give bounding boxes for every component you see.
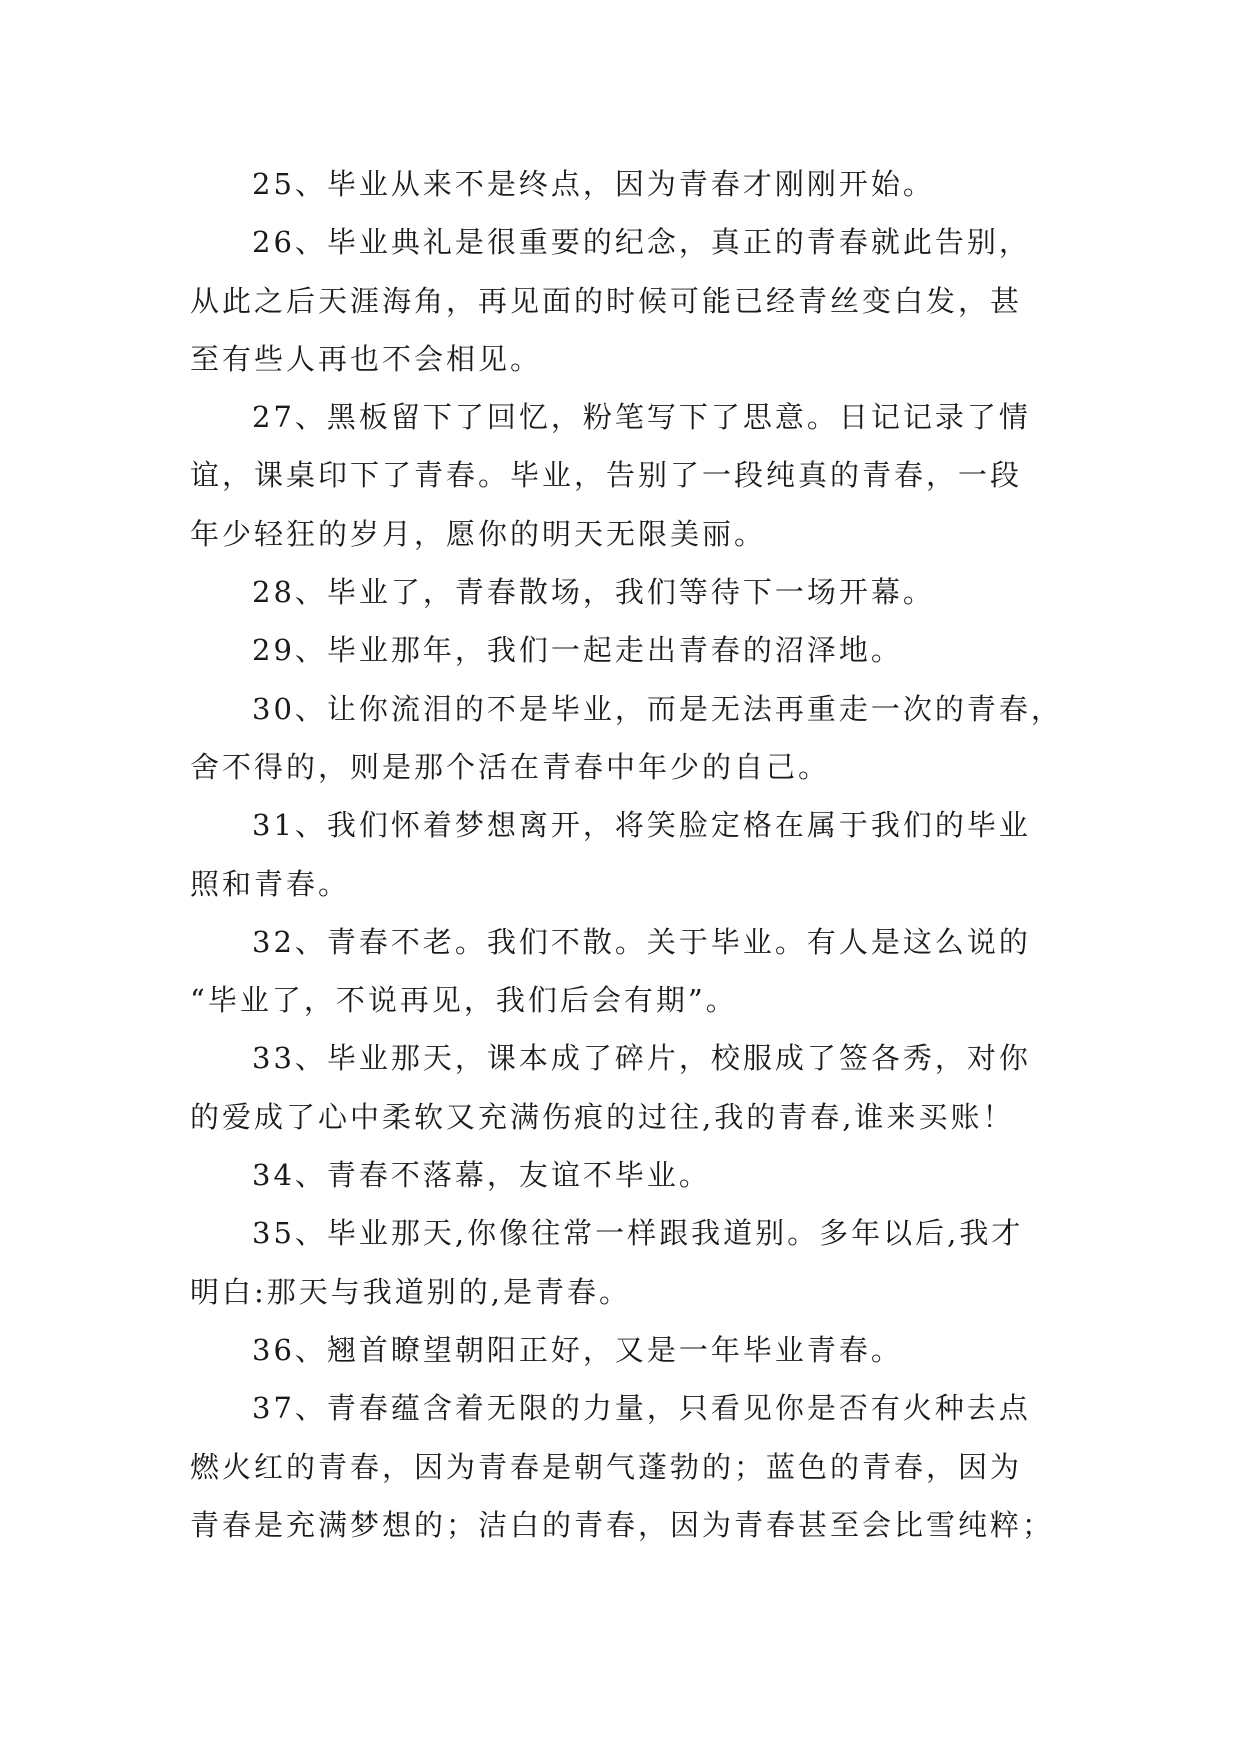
text-line: 的爱成了心中柔软又充满伤痕的过往,我的青春,谁来买账！ [190, 1099, 1015, 1134]
paragraph-26 [190, 213, 1070, 388]
text-line: 37、青春蕴含着无限的力量，只看见你是否有火种去点 [252, 1391, 1031, 1426]
text-line: 30、让你流泪的不是毕业，而是无法再重走一次的青春， [252, 691, 1063, 726]
paragraph-28 [190, 563, 1070, 621]
text-line: “毕业了，不说再见，我们后会有期”。 [190, 983, 738, 1018]
text-line: 至有些人再也不会相见。 [190, 341, 543, 376]
text-line: 25、毕业从来不是终点，因为青春才刚刚开始。 [252, 167, 935, 201]
text-line: 26、毕业典礼是很重要的纪念，真正的青春就此告别， [252, 225, 1031, 260]
text-line: 36、翘首瞭望朝阳正好，又是一年毕业青春。 [252, 1332, 903, 1367]
text-line: 29、毕业那年，我们一起走出青春的沼泽地。 [252, 633, 903, 668]
text-line: 33、毕业那天，课本成了碎片，校服成了签各秀，对你 [252, 1041, 1031, 1076]
text-line: 35、毕业那天,你像往常一样跟我道别。多年以后,我才 [252, 1216, 1024, 1251]
paragraph-30 [190, 680, 1070, 797]
paragraph-31 [190, 796, 1070, 913]
text-line: 从此之后天涯海角，再见面的时候可能已经青丝变白发，甚 [190, 283, 1023, 318]
text-line: 28、毕业了，青春散场，我们等待下一场开幕。 [252, 575, 935, 610]
document-body [190, 155, 1070, 1554]
text-line: 31、我们怀着梦想离开，将笑脸定格在属于我们的毕业 [252, 808, 1031, 843]
paragraph-25 [190, 155, 1070, 213]
paragraph-29 [190, 621, 1070, 679]
text-line: 年少轻狂的岁月，愿你的明天无限美丽。 [190, 516, 767, 551]
text-line: 舍不得的，则是那个活在青春中年少的自己。 [190, 749, 831, 784]
text-line: 34、青春不落幕，友谊不毕业。 [252, 1158, 711, 1193]
paragraph-36 [190, 1321, 1070, 1379]
text-line: 青春是充满梦想的；洁白的青春，因为青春甚至会比雪纯粹； [190, 1507, 1055, 1542]
paragraph-37 [190, 1379, 1070, 1554]
text-line: 照和青春。 [190, 866, 351, 901]
text-line: 燃火红的青春，因为青春是朝气蓬勃的；蓝色的青春，因为 [190, 1449, 1023, 1484]
paragraph-27 [190, 388, 1070, 563]
text-line: 谊，课桌印下了青春。毕业，告别了一段纯真的青春，一段 [190, 458, 1023, 493]
paragraph-35 [190, 1204, 1070, 1321]
text-line: 32、青春不老。我们不散。关于毕业。有人是这么说的 [252, 924, 1031, 959]
paragraph-32 [190, 913, 1070, 1030]
text-line: 明白:那天与我道别的,是青春。 [190, 1274, 631, 1309]
paragraph-33 [190, 1029, 1070, 1146]
paragraph-34 [190, 1146, 1070, 1204]
text-line: 27、黑板留下了回忆，粉笔写下了思意。日记记录了情 [252, 400, 1031, 435]
